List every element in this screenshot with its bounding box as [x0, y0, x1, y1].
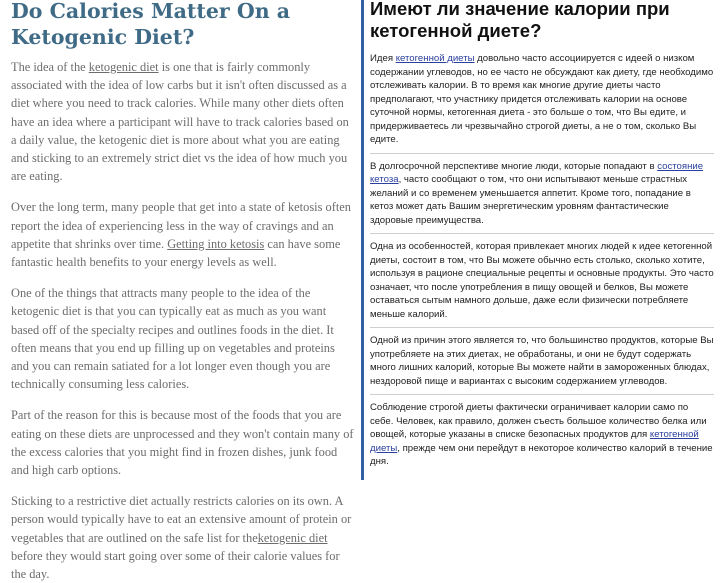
paragraph-text: Соблюдение строгой диеты фактически ограничивает калории само по себе. Человек, как правило, должен съесть большое количество белка или овощей, которые указаны в списке безопасных продуктов для [370, 402, 707, 440]
ketogenic-diet-link-ru[interactable]: кетогенной диеты [395, 53, 475, 64]
english-paragraph-2 [11, 198, 355, 271]
paragraph-text: Over the long term, many people that get into a state of ketosis often report the idea of experiencing less in the way of cravings and an appetite that shrinks over time. [11, 200, 351, 251]
russian-paragraph-1 [370, 52, 714, 154]
russian-article-column [364, 0, 720, 480]
russian-paragraph-3: Одна из особенностей, которая привлекает многих людей к идее кетогенной диеты, состоит в том, что Вы можете обычно есть столько, сколько хотите, используя в рационе специальные рецепты и основные продукты. Это часто означает, что после употребления в пищу овощей и белков, Вы можете оставаться сытым намного дольше, даже если физически потребляете меньше калорий. [370, 240, 714, 328]
russian-paragraph-2 [370, 160, 714, 235]
english-paragraph-4: Part of the reason for this is because most of the foods that you are eating on these diets are unprocessed and they won't contain many of the excess calories that you might find in frozen dishes, junk food and high carb options. [11, 408, 354, 478]
russian-paragraph-5 [370, 401, 714, 475]
ketosis-state-link-ru[interactable]: состояние кетоза [370, 160, 704, 185]
english-article-title: Do Calories Matter On a Ketogenic Diet? [11, 0, 291, 49]
paragraph-text: Идея [370, 53, 396, 64]
ketogenic-diet-link[interactable]: ketogenic diet [88, 60, 159, 74]
english-paragraph-5 [11, 492, 355, 583]
paragraph-text: before they would start going over some of their calorie values for the day. [11, 548, 340, 582]
getting-into-ketosis-link[interactable]: Getting into ketosis [167, 236, 265, 251]
paragraph-text: can have some fantastic health benefits to your energy levels as well. [11, 236, 341, 270]
english-paragraph-3: One of the things that attracts many people to the idea of the ketogenic diet is that you can typically eat as much as you want based off of the specialty recipes and outlines foods in the diet. It often means that you end up filling up on vegetables and proteins and you can remain satiated for a lot longer even though you are technically consuming less calories. [11, 286, 335, 392]
russian-paragraph-4: Одной из причин этого является то, что большинство продуктов, которые Вы употребляете на этих диетах, не обработаны, и они не будут содержать много лишних калорий, которые Вы можете найти в замороженных блюдах, нездоровой пище и вариантах с высоким содержанием углеводов. [370, 334, 714, 395]
paragraph-text: is one that is fairly commonly associated with the idea of low carbs but it isn't often discussed as a diet where you need to track calories. While many other diets often have an idea where a participant will have to track calories based on a daily value, the ketogenic diet is more about what you are eating and sticking to an extremely strict diet vs the idea of how much you are eating. [11, 60, 349, 184]
ketogenic-diet-link[interactable]: ketogenic diet [257, 530, 328, 545]
russian-article-title: Имеют ли значение калории при кетогенной диете? [370, 0, 670, 41]
paragraph-text: , часто сообщают о том, что они испытывают меньше страстных желаний и со временем уменьшается аппетит. Кроме того, попадание в кетоз может дать Вашим энергетическим уровням фантастические здоровые преимущества. [370, 174, 691, 226]
paragraph-text: Sticking to a restrictive diet actually restricts calories on its own. A person would typically have to eat an extensive amount of protein or vegetables that are outlined on the safe list for the [11, 494, 352, 545]
paragraph-text: The idea of the [11, 60, 89, 74]
english-paragraph-1 [11, 58, 355, 185]
paragraph-text: , прежде чем они перейдут в некоторое количество калорий в течение дня. [370, 442, 713, 467]
paragraph-text: В долгосрочной перспективе многие люди, которые попадают в [370, 160, 658, 172]
ketogenic-diet-link-ru[interactable]: кетогенной диеты [370, 429, 699, 454]
paragraph-text: довольно часто ассоциируется с идеей о низком содержании углеводов, но ее часто не обсуждают как диету, где необходимо отслеживать калории. В то время как многие другие диеты часто предполагают, что участнику придется отслеживать калории на основе суточной нормы, кетогенная диета - это больше о том, что Вы едите, и придерживаетесь ли чрезвычайно строгой диеты, а не о том, сколько Вы едите. [370, 53, 714, 145]
